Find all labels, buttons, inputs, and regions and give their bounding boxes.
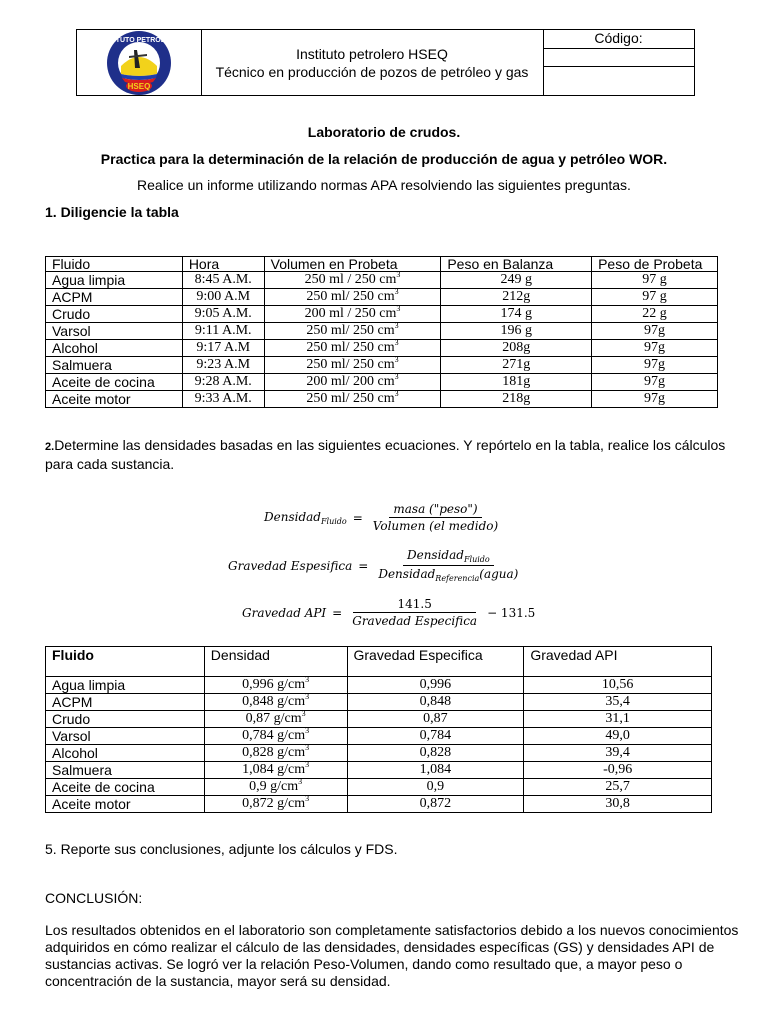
cell-peso_probeta-value: 97g [644,374,666,389]
cell-api-value: 49,0 [605,728,630,743]
measurement-table [45,256,718,408]
cell-fluido [46,340,183,357]
unit-exponent: 3 [394,287,399,296]
cell-hora-value: 9:00 A.M [196,289,251,304]
cell-fluido [46,374,183,391]
code-cell [543,30,694,95]
cell-ge [347,711,524,728]
cell-peso_probeta [592,340,718,357]
cell-peso_probeta-value: 97g [644,391,666,406]
table-row [46,391,718,408]
cell-ge [347,745,524,762]
cell-hora [182,391,264,408]
cell-api-value: 31,1 [605,711,630,726]
cell-peso_balanza-value: 196 g [500,323,532,338]
cell-peso_balanza [441,391,592,408]
cell-hora-value: 9:05 A.M. [194,306,252,321]
unit-exponent: 3 [305,743,310,752]
cell-fluido [46,323,183,340]
table-row [46,272,718,289]
eq-sg-den-tail: (agua) [479,567,519,581]
cell-ge [347,728,524,745]
cell-fluido [46,762,205,779]
unit-exponent: 3 [394,338,399,347]
cell-peso_balanza-value: 208g [502,340,531,355]
conclusion-line: adquiridos en cómo realizar el cálculo de las densidades, densidades específicas (GS) y densidades API de [45,939,715,955]
equation-specific-gravity: Gravedad Espesifica = $\frac{Densidad_{Fluido}}{Densidad_{Referencia}(agua)}$ [228,548,519,583]
cell-fluido [46,694,205,711]
cell-densidad-value: 0,87 g/cm [245,711,302,726]
conclusion-line: Los resultados obtenidos en el laboratorio son completamente satisfactorios debido a los nuevos conocimientos [45,922,739,938]
cell-densidad-value: 0,848 g/cm [242,694,306,709]
eq-api-num: 141.5 [353,597,475,613]
cell-fluido-value: Aceite motor [52,391,131,407]
cell-densidad-value: 0,872 g/cm [242,796,306,811]
cell-fluido [46,677,205,694]
cell-hora [182,374,264,391]
unit-exponent: 3 [305,692,310,701]
cell-peso_balanza [441,272,592,289]
cell-api-value: 10,56 [601,677,634,692]
eq-density-sub: Fluido [320,516,347,526]
cell-fluido-value: Agua limpia [52,272,126,288]
table-row [46,677,712,694]
cell-peso_balanza-value: 181g [502,374,531,389]
cell-hora [182,306,264,323]
cell-ge [347,677,524,694]
document-header [76,29,695,96]
cell-hora-value: 9:11 A.M. [194,323,252,338]
cell-ge-value: 0,996 [419,677,452,692]
cell-fluido [46,357,183,374]
column-header: Densidad [204,647,347,677]
unit-exponent: 3 [305,794,310,803]
eq-api-tail: − 131.5 [487,605,536,620]
cell-peso_probeta-value: 97g [644,340,666,355]
cell-hora [182,357,264,374]
unit-exponent: 3 [394,355,399,364]
eq-sg-lhs: Gravedad Espesifica [228,558,353,573]
cell-api [524,779,712,796]
cell-densidad [204,711,347,728]
cell-densidad-value: 0,828 g/cm [242,745,306,760]
unit-exponent: 3 [301,709,306,718]
cell-hora-value: 8:45 A.M. [194,272,252,287]
code-row-2 [543,48,694,67]
cell-peso_balanza [441,340,592,357]
cell-peso_probeta-value: 97 g [642,272,667,287]
column-header: Fluido [46,257,183,272]
institution-name: Instituto petrolero HSEQ [296,45,448,62]
table-row [46,340,718,357]
column-header: Fluido [46,647,205,677]
cell-hora [182,323,264,340]
logo-cell [77,30,202,95]
cell-peso_balanza-value: 249 g [500,272,532,287]
unit-exponent: 3 [396,304,401,313]
cell-api-value: 39,4 [605,745,630,760]
cell-fluido-value: ACPM [52,289,93,305]
cell-fluido-value: Aceite de cocina [52,374,155,390]
cell-peso_probeta [592,323,718,340]
table-row [46,357,718,374]
doc-instruction: Realice un informe utilizando normas APA resolviendo las siguientes preguntas. [137,177,631,193]
cell-fluido-value: Alcohol [52,745,98,761]
table-row [46,796,712,813]
cell-api [524,677,712,694]
eq-density-num: masa ("peso") [389,502,481,518]
cell-volumen-value: 250 ml / 250 cm [304,272,397,287]
institute-logo [77,30,201,96]
cell-peso_balanza-value: 271g [502,357,531,372]
cell-volumen [264,391,441,408]
logo-text-bottom: HSEQ [127,82,151,91]
cell-volumen [264,374,441,391]
table-row [46,762,712,779]
table-row [46,728,712,745]
eq-sg-den-sub: Referencia [435,574,480,583]
cell-ge [347,762,524,779]
cell-densidad-value: 0,9 g/cm [249,779,299,794]
cell-densidad [204,728,347,745]
cell-api [524,745,712,762]
question-5: 5. Reporte sus conclusiones, adjunte los cálculos y FDS. [45,841,398,857]
table-row [46,289,718,306]
cell-densidad [204,694,347,711]
unit-exponent: 3 [305,726,310,735]
conclusion-line: concentración de la sustancia, mayor será su densidad. [45,973,391,989]
cell-volumen-value: 250 ml/ 250 cm [306,323,395,338]
cell-ge-value: 0,87 [423,711,448,726]
cell-volumen-value: 250 ml/ 250 cm [306,340,395,355]
cell-volumen-value: 200 ml/ 200 cm [306,374,395,389]
cell-ge-value: 0,9 [426,779,445,794]
cell-volumen-value: 250 ml/ 250 cm [306,289,395,304]
cell-api [524,694,712,711]
conclusion-title: CONCLUSIÓN: [45,890,143,906]
unit-exponent: 3 [394,372,399,381]
cell-volumen-value: 250 ml/ 250 cm [306,357,395,372]
cell-hora [182,289,264,306]
cell-peso_balanza [441,357,592,374]
density-table [45,646,712,813]
cell-peso_balanza [441,323,592,340]
cell-peso_balanza [441,289,592,306]
cell-densidad [204,779,347,796]
column-header: Gravedad API [524,647,712,677]
cell-fluido-value: Aceite de cocina [52,779,155,795]
cell-densidad [204,796,347,813]
cell-fluido-value: Salmuera [52,762,112,778]
cell-peso_probeta [592,374,718,391]
header-title-cell [201,30,544,95]
cell-fluido [46,391,183,408]
doc-subtitle: Practica para la determinación de la relación de producción de agua y petróleo WOR. [100,151,668,167]
cell-fluido [46,779,205,796]
cell-fluido [46,306,183,323]
cell-hora [182,272,264,289]
cell-peso_balanza [441,374,592,391]
cell-volumen [264,340,441,357]
eq-api-den: Gravedad Especifica [352,614,478,628]
cell-api-value: 35,4 [605,694,630,709]
conclusion-line: sustancias activas. Se logró ver la relación Peso-Volumen, dando como resultado que, a mayor peso o [45,956,683,972]
conclusion-text [45,922,745,990]
column-header: Hora [182,257,264,272]
logo-text-top: INSTITUTO PETROLERO [97,37,181,44]
cell-densidad [204,677,347,694]
cell-peso_balanza-value: 212g [502,289,531,304]
cell-peso_probeta [592,306,718,323]
cell-densidad-value: 0,784 g/cm [242,728,306,743]
table-row [46,374,718,391]
cell-peso_probeta [592,272,718,289]
column-header: Peso en Balanza [441,257,592,272]
cell-volumen-value: 250 ml/ 250 cm [306,391,395,406]
program-name: Técnico en producción de pozos de petróleo y gas [215,63,529,80]
cell-fluido-value: Crudo [52,711,91,727]
cell-densidad-value: 1,084 g/cm [242,762,306,777]
column-header: Volumen en Probeta [264,257,441,272]
eq-density-den: Volumen (el medido) [372,519,499,533]
cell-api [524,762,712,779]
cell-volumen [264,289,441,306]
question-2-line-2: para cada sustancia. [45,456,175,472]
cell-api [524,796,712,813]
cell-ge [347,779,524,796]
cell-fluido-value: Salmuera [52,357,112,373]
equation-api-gravity: Gravedad API = $\frac{141.5}{\text{Gravedad Especifica}}$ − 131.5 [242,597,536,628]
question-2-line-1: Determine las densidades basadas en las siguientes ecuaciones. Y repórtelo en la tabla, realice los cálculos [54,437,726,453]
cell-hora-value: 9:33 A.M. [194,391,252,406]
cell-hora [182,340,264,357]
column-header: Peso de Probeta [592,257,718,272]
cell-fluido-value: Agua limpia [52,677,126,693]
table-row [46,694,712,711]
cell-ge-value: 0,784 [419,728,452,743]
cell-api-value: 30,8 [605,796,630,811]
cell-peso_balanza-value: 174 g [500,306,532,321]
cell-densidad [204,762,347,779]
cell-fluido-value: ACPM [52,694,93,710]
cell-densidad [204,745,347,762]
table-header-row [46,647,712,677]
cell-hora-value: 9:17 A.M [196,340,251,355]
cell-volumen [264,357,441,374]
table-row [46,779,712,796]
cell-api [524,711,712,728]
cell-ge-value: 0,848 [419,694,452,709]
question-2 [45,437,745,473]
unit-exponent: 3 [396,270,401,279]
table-row [46,323,718,340]
cell-peso_probeta [592,289,718,306]
table-row [46,306,718,323]
table-row [46,711,712,728]
cell-peso_probeta-value: 97g [644,357,666,372]
cell-volumen [264,323,441,340]
question-2-number: 2. [45,441,55,453]
eq-sg-den: Densidad [378,567,436,581]
cell-peso_balanza [441,306,592,323]
cell-fluido-value: Crudo [52,306,91,322]
cell-peso_balanza-value: 218g [502,391,531,406]
table-row [46,745,712,762]
cell-ge-value: 1,084 [419,762,452,777]
cell-fluido [46,745,205,762]
unit-exponent: 3 [394,321,399,330]
unit-exponent: 3 [394,389,399,398]
cell-ge [347,796,524,813]
cell-volumen [264,306,441,323]
column-header: Gravedad Especifica [347,647,524,677]
cell-densidad-value: 0,996 g/cm [242,677,306,692]
cell-fluido-value: Varsol [52,728,91,744]
cell-hora-value: 9:23 A.M [196,357,251,372]
eq-sg-num: Densidad [406,548,464,562]
cell-api-value: -0,96 [603,762,633,777]
doc-title: Laboratorio de crudos. [307,124,461,140]
cell-ge-value: 0,872 [419,796,452,811]
unit-exponent: 3 [298,777,303,786]
table-header-row [46,257,718,272]
cell-peso_probeta-value: 97g [644,323,666,338]
cell-fluido [46,728,205,745]
cell-peso_probeta-value: 22 g [642,306,667,321]
cell-fluido [46,272,183,289]
unit-exponent: 3 [305,675,310,684]
eq-api-lhs: Gravedad API [242,605,327,620]
code-label: Código: [543,30,694,49]
cell-peso_probeta [592,357,718,374]
cell-peso_probeta [592,391,718,408]
cell-fluido [46,796,205,813]
cell-fluido-value: Alcohol [52,340,98,356]
cell-fluido [46,289,183,306]
cell-fluido-value: Aceite motor [52,796,131,812]
eq-sg-num-sub: Fluido [463,555,490,564]
unit-exponent: 3 [305,760,310,769]
equation-density: Densidad$_{Fluido}$ = $\frac{\text{masa ("peso")}}{\text{Volumen (el medido)}}$ [264,502,502,533]
cell-api [524,728,712,745]
cell-api-value: 25,7 [605,779,630,794]
cell-peso_probeta-value: 97 g [642,289,667,304]
cell-volumen-value: 200 ml / 250 cm [304,306,397,321]
cell-fluido-value: Varsol [52,323,91,339]
cell-volumen [264,272,441,289]
cell-fluido [46,711,205,728]
question-1: 1. Diligencie la tabla [45,204,179,220]
eq-density-lhs: Densidad [264,509,321,524]
cell-ge [347,694,524,711]
cell-ge-value: 0,828 [419,745,452,760]
cell-hora-value: 9:28 A.M. [194,374,252,389]
